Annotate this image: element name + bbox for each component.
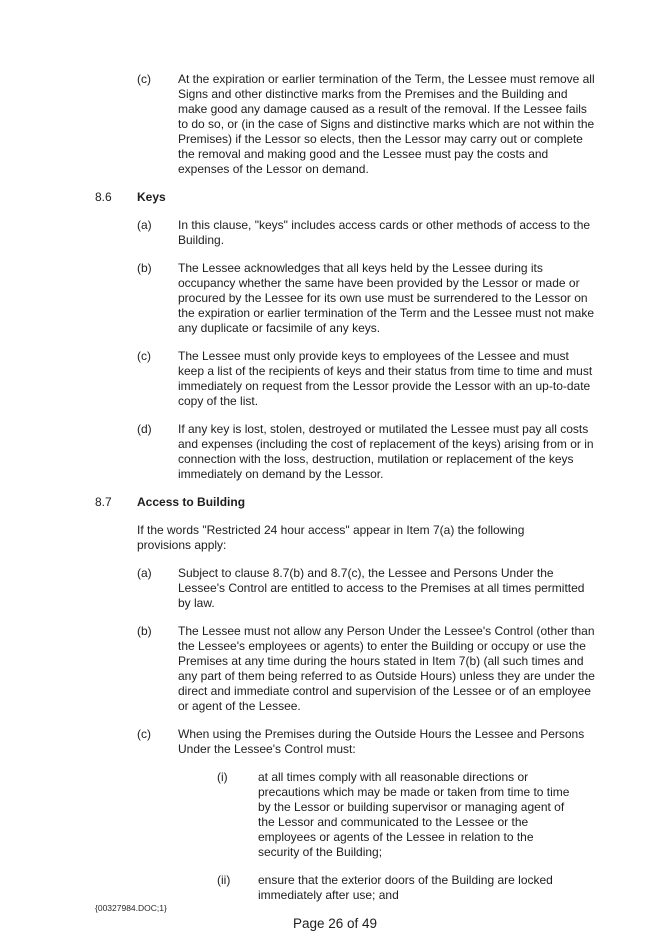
- clause-item-sign-removal-c: [137, 72, 596, 177]
- document-content: [0, 72, 670, 916]
- clause-item-keys-c: [137, 349, 596, 409]
- clause-item-access-a: [137, 566, 596, 611]
- clause-text: In this clause, "keys" includes access cards or other methods of access to the Building.: [178, 218, 591, 247]
- clause-text: When using the Premises during the Outside Hours the Lessee and Persons Under the Lessee's Control must:: [178, 727, 585, 756]
- clause-text: Subject to clause 8.7(b) and 8.7(c), the Lessee and Persons Under the Lessee's Control are entitled to access to the Premises at all times permitted by law.: [178, 566, 585, 610]
- clause-item-access-b: [137, 624, 596, 714]
- list-label: (b): [137, 624, 152, 638]
- clause-item-keys-d: [137, 422, 596, 482]
- clause-text: The Lessee must not allow any Person Under the Lessee's Control (other than the Lessee's employees or agents) to enter the Building or occupy or use the Premises at any time during the hours stated in Item 7(b) (all such times and any part of them being referred to as Outside Hours) unless they are under the direct and immediate control and supervision of the Lessee or of an employee or agent of the Lessee.: [178, 624, 595, 713]
- clause-text: The Lessee must only provide keys to employees of the Lessee and must keep a list of the recipients of keys and their status from time to time and must immediately on request from the Lessor provide the Lessor with an up-to-date copy of the list.: [178, 349, 593, 408]
- section-title: Keys: [137, 190, 166, 204]
- list-label: (d): [137, 422, 152, 436]
- list-label: (c): [137, 72, 151, 86]
- list-label: (i): [217, 770, 228, 784]
- clause-text: ensure that the exterior doors of the Building are locked immediately after use; and: [258, 873, 553, 902]
- clause-text: If any key is lost, stolen, destroyed or mutilated the Lessee must pay all costs and expenses (including the cost of replacement of the keys) arising from or in connection with the loss, destruction, mutilation or replacement of the keys immediately on demand by the Lessor.: [178, 422, 594, 481]
- subclause-item-access-c-ii: [217, 873, 576, 903]
- section-number: 8.7: [95, 495, 112, 509]
- clause-text: At the expiration or earlier termination of the Term, the Lessee must remove all Signs and other distinctive marks from the Premises and the Building and make good any damage caused as a result of the removal. If the Lessee fails to do so, or (in the case of Signs and distinctive marks which are not within the Premises) if the Lessor so elects, then the Lessor may carry out or complete the removal and making good and the Lessee must pay the costs and expenses of the Lessor on demand.: [178, 72, 595, 176]
- section-heading-8-6: [95, 190, 670, 205]
- section-heading-8-7: [95, 495, 670, 510]
- clause-text: The Lessee acknowledges that all keys held by the Lessee during its occupancy whether the same have been provided by the Lessor or made or procured by the Lessee for its own use must be surrendered to the Lessor on the expiration or earlier termination of the Term and the Lessee must not make any duplicate or facsimile of any keys.: [178, 261, 594, 335]
- section-title: Access to Building: [137, 495, 246, 509]
- list-label: (ii): [217, 873, 231, 887]
- section-number: 8.6: [95, 190, 112, 204]
- list-label: (a): [137, 566, 152, 580]
- access-intro-paragraph: If the words "Restricted 24 hour access" appear in Item 7(a) the following provisions apply:: [137, 523, 525, 552]
- list-label: (c): [137, 727, 151, 741]
- clause-text: at all times comply with all reasonable directions or precautions which may be made or taken from time to time by the Lessor or building supervisor or managing agent of the Lessor and communicated to the Lessee or the employees or agents of the Lessee in relation to the security of the Building;: [258, 770, 570, 859]
- list-label: (b): [137, 261, 152, 275]
- clause-item-keys-b: [137, 261, 596, 336]
- document-reference: {00327984.DOC;1}: [95, 903, 167, 913]
- page-number: Page 26 of 49: [292, 916, 378, 931]
- clause-item-keys-a: [137, 218, 596, 248]
- clause-item-access-c: [137, 727, 596, 903]
- list-label: (c): [137, 349, 151, 363]
- list-label: (a): [137, 218, 152, 232]
- subclause-item-access-c-i: [217, 770, 576, 860]
